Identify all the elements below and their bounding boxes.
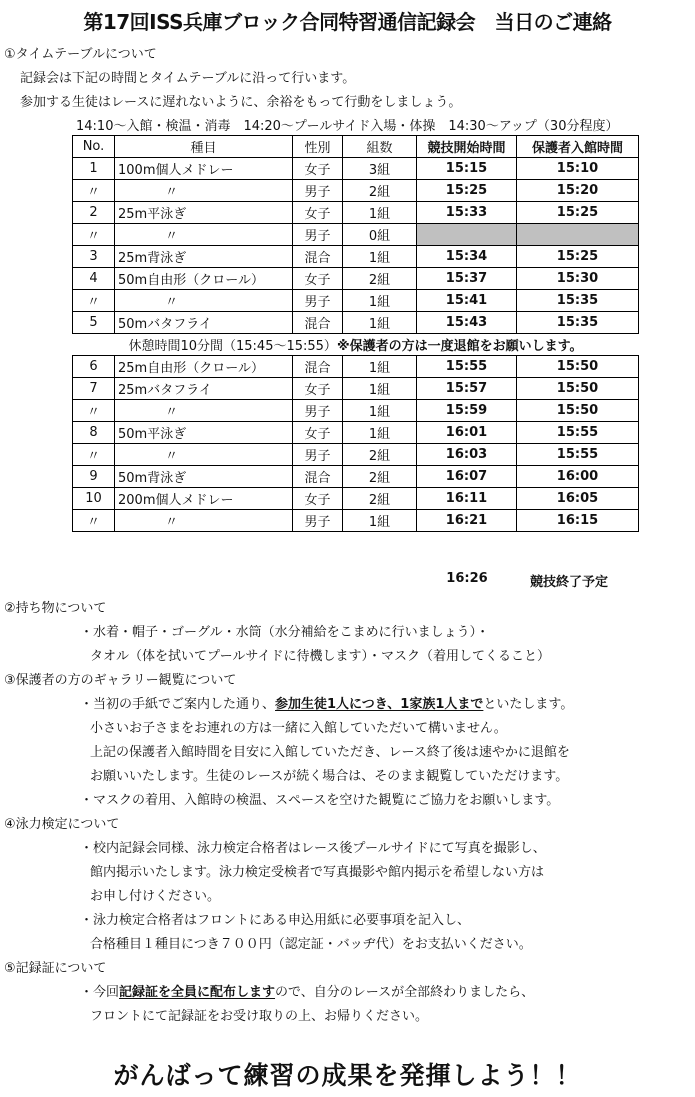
table-row [73,180,639,202]
row-sex: 混合 [293,246,343,268]
row-groups: 2組 [343,466,417,488]
row-no: 〃 [73,224,115,246]
row-event: 50mバタフライ [115,312,293,334]
row-sex: 女子 [293,378,343,400]
row-no: 7 [73,378,115,400]
table-row [73,246,639,268]
row-start-time: 15:41 [417,290,517,312]
row-no: 8 [73,422,115,444]
table-header-row [73,136,639,158]
row-groups: 2組 [343,444,417,466]
row-sex: 男子 [293,400,343,422]
gallery-line-2: 小さいお子さまをお連れの方は一緒に入館していただいて構いません。 [90,721,507,736]
row-no: 1 [73,158,115,180]
row-start-time: 15:15 [417,158,517,180]
row-guardian-entry: 15:20 [517,180,639,202]
row-start-time: 15:55 [417,356,517,378]
header-sex: 性別 [293,136,343,158]
belongings-heading: ②持ち物について [4,601,107,616]
row-guardian-entry: 16:05 [517,488,639,510]
row-no: 5 [73,312,115,334]
row-event: 200m個人メドレー [115,488,293,510]
row-groups: 1組 [343,400,417,422]
row-start-time: 15:37 [417,268,517,290]
row-groups: 2組 [343,488,417,510]
row-guardian-entry: 15:50 [517,400,639,422]
row-groups: 3組 [343,158,417,180]
row-start-time: 16:03 [417,444,517,466]
row-no: 〃 [73,444,115,466]
row-event: 〃 [115,180,293,202]
row-start-time: 15:25 [417,180,517,202]
row-start-time: 15:34 [417,246,517,268]
row-event: 25m背泳ぎ [115,246,293,268]
row-guardian-entry: 15:30 [517,268,639,290]
row-event: 50m平泳ぎ [115,422,293,444]
row-guardian-entry: 16:15 [517,510,639,532]
row-guardian-entry: 15:25 [517,202,639,224]
row-guardian-entry: 15:35 [517,312,639,334]
swim-test-line-1: ・校内記録会同様、泳力検定合格者はレース後プールサイドにて写真を撮影し、 [80,841,546,856]
table-row [73,312,639,334]
gallery-line-3: 上記の保護者入館時間を目安に入館していただき、レース終了後は速やかに退館を [90,745,570,760]
end-label: 競技終了予定 [530,575,609,590]
row-no: 〃 [73,400,115,422]
row-event: 〃 [115,400,293,422]
row-no: 6 [73,356,115,378]
slogan: がんばって練習の成果を発揮しよう！！ [113,1061,582,1090]
certificate-line-2: フロントにて記録証をお受け取りの上、お帰りください。 [90,1009,429,1024]
table-row [73,158,639,180]
belongings-line-1: ・水着・帽子・ゴーグル・水筒（水分補給をこまめに行いましょう）・ [80,625,490,640]
table-row [73,488,639,510]
row-start-time [417,224,517,246]
gallery-limit-emphasis: 参加生徒1人につき、1家族1人まで [275,697,484,712]
row-start-time: 16:11 [417,488,517,510]
header-event: 種目 [115,136,293,158]
row-groups: 2組 [343,180,417,202]
row-sex: 女子 [293,202,343,224]
row-groups: 1組 [343,378,417,400]
row-event: 〃 [115,290,293,312]
row-guardian-entry: 15:25 [517,246,639,268]
table-row [73,202,639,224]
gallery-heading: ③保護者の方のギャラリー観覧について [4,673,237,688]
row-event: 100m個人メドレー [115,158,293,180]
break-cell [73,334,639,356]
row-start-time: 16:21 [417,510,517,532]
row-no: 3 [73,246,115,268]
table-row [73,356,639,378]
certificate-line-1 [80,981,534,1000]
swim-test-heading: ④泳力検定について [4,817,120,832]
row-sex: 女子 [293,422,343,444]
row-start-time: 15:43 [417,312,517,334]
row-no: 2 [73,202,115,224]
table-row [73,510,639,532]
swim-test-line-2: 館内掲示いたします。泳力検定受検者で写真撮影や館内掲示を希望しない方は [90,865,544,880]
row-sex: 男子 [293,224,343,246]
row-sex: 女子 [293,488,343,510]
row-event: 〃 [115,444,293,466]
break-row [73,334,639,356]
row-sex: 女子 [293,158,343,180]
row-groups: 1組 [343,356,417,378]
row-event: 50m自由形（クロール） [115,268,293,290]
table-row [73,290,639,312]
row-groups: 1組 [343,422,417,444]
row-sex: 混合 [293,356,343,378]
table-row [73,422,639,444]
table-row [73,400,639,422]
row-no: 4 [73,268,115,290]
row-sex: 混合 [293,466,343,488]
row-no: 〃 [73,180,115,202]
row-guardian-entry: 15:50 [517,356,639,378]
row-guardian-entry [517,224,639,246]
row-groups: 1組 [343,246,417,268]
certificate-line-1-post: ので、自分のレースが全部終わりましたら、 [275,985,535,1000]
row-groups: 1組 [343,312,417,334]
swim-test-line-3: お申し付けください。 [90,889,221,904]
timetable-line-2: 参加する生徒はレースに遅れないように、余裕をもって行動をしましょう。 [20,95,462,110]
row-no: 9 [73,466,115,488]
row-start-time: 15:33 [417,202,517,224]
belongings-line-2: タオル（体を拭いてプールサイドに待機します）・マスク（着用してくること） [90,649,550,664]
row-sex: 男子 [293,444,343,466]
row-groups: 1組 [343,202,417,224]
row-start-time: 15:59 [417,400,517,422]
row-start-time: 15:57 [417,378,517,400]
row-event: 25m平泳ぎ [115,202,293,224]
row-groups: 2組 [343,268,417,290]
row-start-time: 16:01 [417,422,517,444]
swim-test-line-5: 合格種目１種目につき７００円（認定証・バッヂ代）をお支払いください。 [90,937,532,952]
certificate-emphasis: 記録証を全員に配布します [119,985,276,1000]
row-groups: 0組 [343,224,417,246]
timetable-line-1: 記録会は下記の時間とタイムテーブルに沿って行います。 [20,71,356,86]
row-guardian-entry: 15:10 [517,158,639,180]
certificate-line-1-pre: ・今回 [80,985,120,1000]
row-event: 50m背泳ぎ [115,466,293,488]
page-title: 第17回ISS兵庫ブロック合同特習通信記録会 当日のご連絡 [83,10,612,34]
row-sex: 男子 [293,290,343,312]
row-sex: 女子 [293,268,343,290]
certificate-heading: ⑤記録証について [4,961,107,976]
row-event: 〃 [115,224,293,246]
table-row [73,444,639,466]
row-start-time: 16:07 [417,466,517,488]
gallery-line-1-pre: ・当初の手紙でご案内した通り、 [80,697,276,712]
gallery-line-4: お願いいたします。生徒のレースが続く場合は、そのまま観覧していただけます。 [90,769,569,784]
row-sex: 混合 [293,312,343,334]
gallery-line-5: ・マスクの着用、入館時の検温、スペースを空けた観覧にご協力をお願いします。 [80,793,560,808]
table-row [73,466,639,488]
row-event: 25m自由形（クロール） [115,356,293,378]
row-sex: 男子 [293,510,343,532]
header-start-time: 競技開始時間 [417,136,517,158]
header-groups: 組数 [343,136,417,158]
row-groups: 1組 [343,290,417,312]
break-note: ※保護者の方は一度退館をお願いします。 [336,339,583,354]
header-no: No. [73,136,115,158]
row-no: 10 [73,488,115,510]
row-guardian-entry: 16:00 [517,466,639,488]
row-guardian-entry: 15:35 [517,290,639,312]
row-no: 〃 [73,510,115,532]
row-event: 25mバタフライ [115,378,293,400]
schedule-table [72,135,639,532]
end-time: 16:26 [446,571,488,586]
arrival-timeline: 14:10～入館・検温・消毒 14:20～プールサイド入場・体操 14:30～アップ（30分程度） [76,119,619,134]
break-time: 休憩時間10分間（15:45～15:55） [128,339,337,354]
gallery-line-1 [80,693,573,712]
table-row [73,224,639,246]
table-row [73,268,639,290]
row-groups: 1組 [343,510,417,532]
row-guardian-entry: 15:50 [517,378,639,400]
swim-test-line-4: ・泳力検定合格者はフロントにある申込用紙に必要事項を記入し、 [80,913,471,928]
row-event: 〃 [115,510,293,532]
row-no: 〃 [73,290,115,312]
row-guardian-entry: 15:55 [517,444,639,466]
row-sex: 男子 [293,180,343,202]
gallery-line-1-post: といたします。 [483,697,574,712]
table-row [73,378,639,400]
row-guardian-entry: 15:55 [517,422,639,444]
timetable-heading: ①タイムテーブルについて [4,47,157,62]
header-guardian-entry: 保護者入館時間 [517,136,639,158]
